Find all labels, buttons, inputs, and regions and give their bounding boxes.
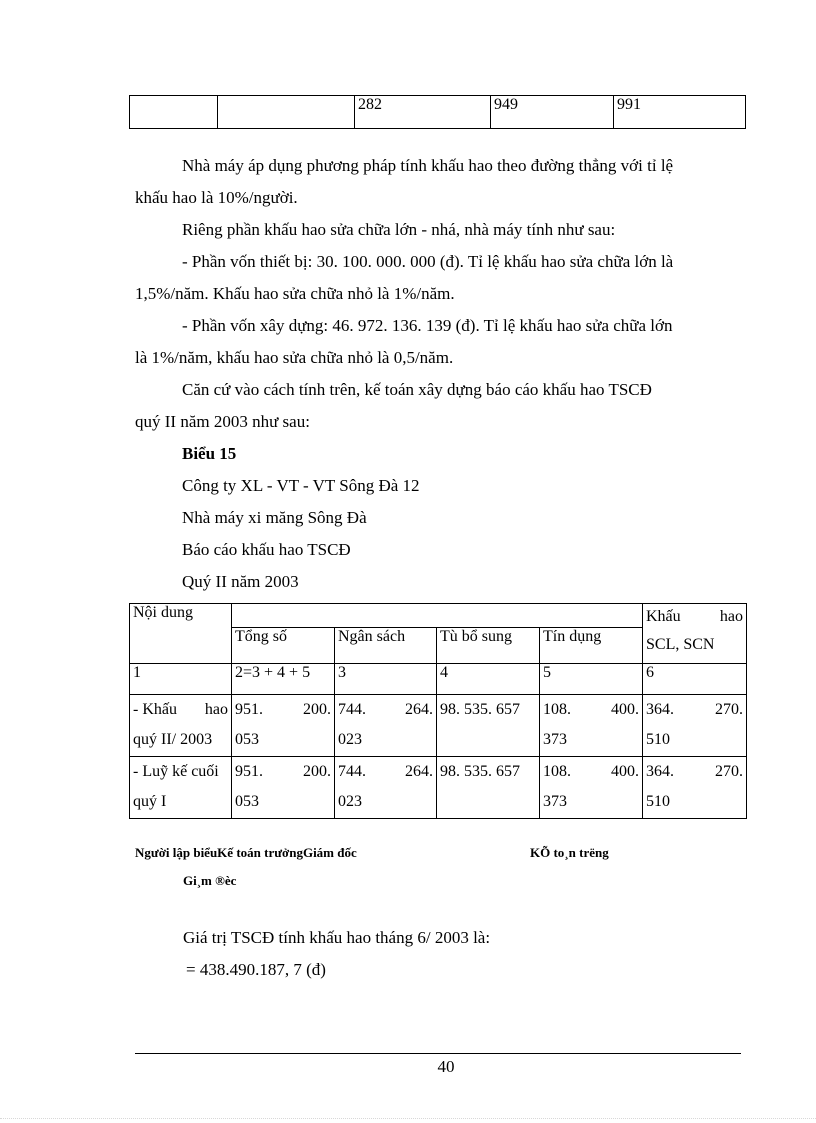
table-cell: 4 xyxy=(437,664,540,695)
table-header-cell xyxy=(643,604,747,664)
table-cell: 6 xyxy=(643,664,747,695)
cell-value: 200. xyxy=(303,763,331,780)
table-header-cell: Tù bổ sung xyxy=(437,628,540,664)
paragraph-line: - Phần vốn xây dựng: 46. 972. 136. 139 (đ). Tỉ lệ khấu hao sửa chữa lớn xyxy=(182,316,673,335)
row-label: - Luỹ kế cuối xyxy=(133,763,219,780)
signature-ketoan: KÕ to¸n trëng xyxy=(530,845,609,860)
cell-value: 364. xyxy=(646,763,674,780)
row-label: quý II/ 2003 xyxy=(133,731,213,748)
table-header-cell xyxy=(232,604,643,628)
cell-value: 951. xyxy=(235,763,263,780)
table-cell xyxy=(540,695,643,757)
signature-line: Người lập biểuKế toán trưởngGiám đốc xyxy=(135,845,357,860)
table-cell xyxy=(643,757,747,819)
header-noidung: Nội dung xyxy=(133,604,193,621)
cell-value: 373 xyxy=(543,731,567,748)
row-label: - Khấu xyxy=(133,701,177,718)
table-cell xyxy=(130,695,232,757)
row-label: hao xyxy=(204,701,228,718)
row-label: quý I xyxy=(133,793,167,810)
cell-value: 270. xyxy=(715,763,743,780)
cell-value: 264. xyxy=(405,763,433,780)
page-edge-divider xyxy=(0,1118,816,1119)
paragraph-line: Căn cứ vào cách tính trên, kế toán xây dựng báo cáo khấu hao TSCĐ xyxy=(182,380,652,399)
cell-value: 400. xyxy=(611,701,639,718)
table-cell xyxy=(130,96,218,129)
table-cell xyxy=(335,757,437,819)
table-cell: 1 xyxy=(130,664,232,695)
paragraph-line: quý II năm 2003 như sau: xyxy=(135,412,310,431)
signature-giamdoc: Gi¸m ®èc xyxy=(183,873,237,888)
cell-value: 364. xyxy=(646,701,674,718)
paragraph-line: - Phần vốn thiết bị: 30. 100. 000. 000 (đ). Tỉ lệ khấu hao sửa chữa lớn là xyxy=(182,252,674,271)
cell-value: 951. xyxy=(235,701,263,718)
paragraph-line: Riêng phần khấu hao sửa chữa lớn - nhá, nhà máy tính như sau: xyxy=(182,220,616,239)
cell-value: 264. xyxy=(405,701,433,718)
cell-value: 053 xyxy=(235,793,259,810)
cell-value: 373 xyxy=(543,793,567,810)
table-cell xyxy=(218,96,355,129)
cell-value: 510 xyxy=(646,731,670,748)
cell-value: 400. xyxy=(611,763,639,780)
cell-value: 200. xyxy=(303,701,331,718)
table-cell: 98. 535. 657 xyxy=(437,695,540,757)
table-cell xyxy=(335,695,437,757)
cell-value: 744. xyxy=(338,701,366,718)
report-period: Quý II năm 2003 xyxy=(182,572,299,591)
header-khauhao-word: hao xyxy=(719,608,743,625)
table-cell xyxy=(130,757,232,819)
paragraph-line: 1,5%/năm. Khấu hao sửa chữa nhỏ là 1%/năm. xyxy=(135,284,455,303)
table-cell: 3 xyxy=(335,664,437,695)
table-cell xyxy=(232,757,335,819)
paragraph-line: Nhà máy áp dụng phương pháp tính khấu hao theo đường thẳng với tỉ lệ xyxy=(182,156,674,175)
table-header-cell: Tổng số xyxy=(232,628,335,664)
paragraph-line: là 1%/năm, khấu hao sửa chữa nhỏ là 0,5/năm. xyxy=(135,348,454,367)
cell-value: 744. xyxy=(338,763,366,780)
cell-value: 108. xyxy=(543,701,571,718)
table-cell: 282 xyxy=(355,96,491,129)
page-number: 40 xyxy=(437,1057,455,1076)
cell-value: 270. xyxy=(715,701,743,718)
footer-divider xyxy=(135,1053,741,1054)
paragraph-line: khấu hao là 10%/người. xyxy=(135,188,298,207)
cell-value: 023 xyxy=(338,731,362,748)
cell-value: 053 xyxy=(235,731,259,748)
table-row xyxy=(130,96,746,129)
header-khauhao-word: Khấu xyxy=(646,608,681,625)
value-amount: = 438.490.187, 7 (đ) xyxy=(186,960,326,979)
value-label: Giá trị TSCĐ tính khấu hao tháng 6/ 2003 là: xyxy=(183,928,491,947)
cell-value: 108. xyxy=(543,763,571,780)
cell-value: 510 xyxy=(646,793,670,810)
table-row xyxy=(130,757,747,819)
depreciation-report-table xyxy=(129,603,747,819)
table-cell: 991 xyxy=(614,96,746,129)
report-title: Báo cáo khấu hao TSCĐ xyxy=(182,540,351,559)
company-name: Công ty XL - VT - VT Sông Đà 12 xyxy=(182,476,420,495)
factory-name: Nhà máy xi măng Sông Đà xyxy=(182,508,367,527)
table-row xyxy=(130,664,747,695)
table-cell xyxy=(232,695,335,757)
table-header-cell: Tín dụng xyxy=(540,628,643,664)
table-cell xyxy=(540,757,643,819)
top-table xyxy=(129,95,746,129)
cell-value: 023 xyxy=(338,793,362,810)
table-cell xyxy=(643,695,747,757)
table-cell: 2=3 + 4 + 5 xyxy=(232,664,335,695)
table-row xyxy=(130,695,747,757)
header-khauhao-sub: SCL, SCN xyxy=(646,636,715,653)
table-header-cell: Ngân sách xyxy=(335,628,437,664)
table-header-cell xyxy=(130,604,232,664)
table-caption: Biểu 15 xyxy=(182,444,237,463)
table-cell: 949 xyxy=(491,96,614,129)
table-cell: 5 xyxy=(540,664,643,695)
table-row xyxy=(130,604,747,628)
table-cell: 98. 535. 657 xyxy=(437,757,540,819)
